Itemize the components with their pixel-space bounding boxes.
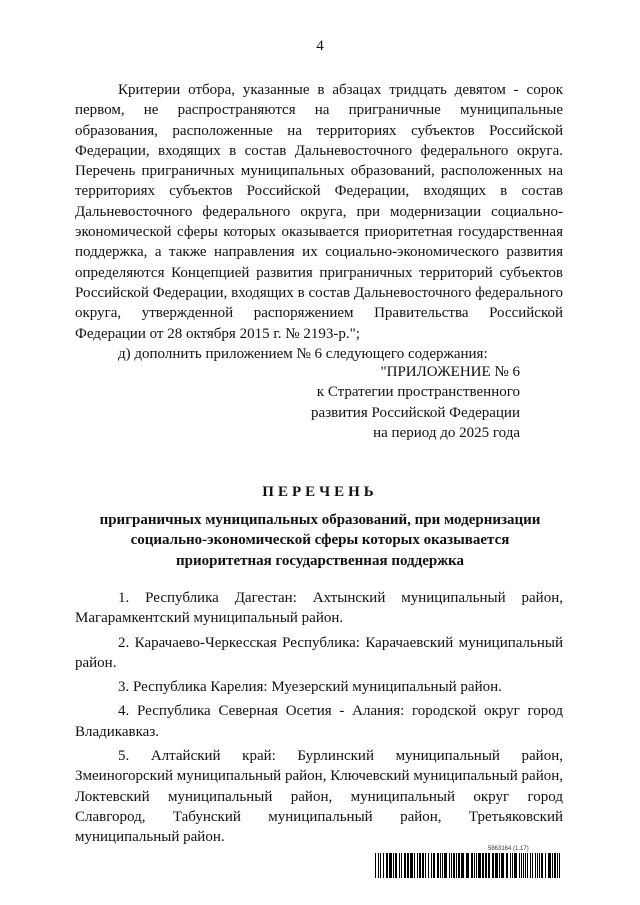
barcode-image xyxy=(375,853,563,878)
appendix-line-1: к Стратегии пространственного xyxy=(316,384,520,401)
barcode-id: 5863164 (1.17) xyxy=(488,846,529,852)
list-item: 1. Республика Дагестан: Ахтынский муниципальный район, Магарамкентский муниципальный район. xyxy=(75,590,563,627)
appendix-line-2: развития Российской Федерации xyxy=(311,404,520,421)
paragraph-amendment: д) дополнить приложением № 6 следующего содержания: xyxy=(118,345,488,362)
document-subtitle: приграничных муниципальных образований, при модернизации социально-экономической сферы которых оказывается приоритетная государственная поддержка xyxy=(99,512,541,569)
list-item: 3. Республика Карелия: Муезерский муниципальный район. xyxy=(118,679,502,696)
body-text xyxy=(75,80,563,364)
appendix-heading: "ПРИЛОЖЕНИЕ № 6 xyxy=(380,364,520,380)
paragraph-criteria: Критерии отбора, указанные в абзацах тридцать девятом - сорок первом, не распространяются на приграничные муниципальные образования, расположенные на территориях субъектов Российской Федерации, входящих в состав Дальневосточного федерального округа. Перечень приграничных муниципальных образований, расположенных на территориях субъектов Российской Федерации, входящих в состав Дальневосточного федерального округа, при модернизации социально-экономической сферы которых оказывается приоритетная государственная поддержка, а также направления их социально-экономического развития определяются Концепцией развития приграничных территорий субъектов Российской Федерации, входящих в состав Дальневосточного федерального округа, утвержденной распоряжением Правительства Российской Федерации от 28 октября 2015 г. № 2193-р."; xyxy=(75,82,563,342)
list-item: 4. Республика Северная Осетия - Алания: городской округ город Владикавказ. xyxy=(75,703,563,740)
list-item: 5. Алтайский край: Бурлинский муниципальный район, Змеиногорский муниципальный район, Ключевский муниципальный район, Локтевский муниципальный район, муниципальный округ город Славгород, Табунский муниципальный район, Третьяковский муниципальный район. xyxy=(75,748,563,846)
municipality-list xyxy=(75,588,563,848)
list-item: 2. Карачаево-Черкесская Республика: Карачаевский муниципальный район. xyxy=(75,634,563,671)
appendix-line-3: на период до 2025 года xyxy=(373,424,520,441)
page-number: 4 xyxy=(316,38,324,54)
document-title: ПЕРЕЧЕНЬ xyxy=(262,484,378,500)
appendix-header xyxy=(300,362,520,443)
